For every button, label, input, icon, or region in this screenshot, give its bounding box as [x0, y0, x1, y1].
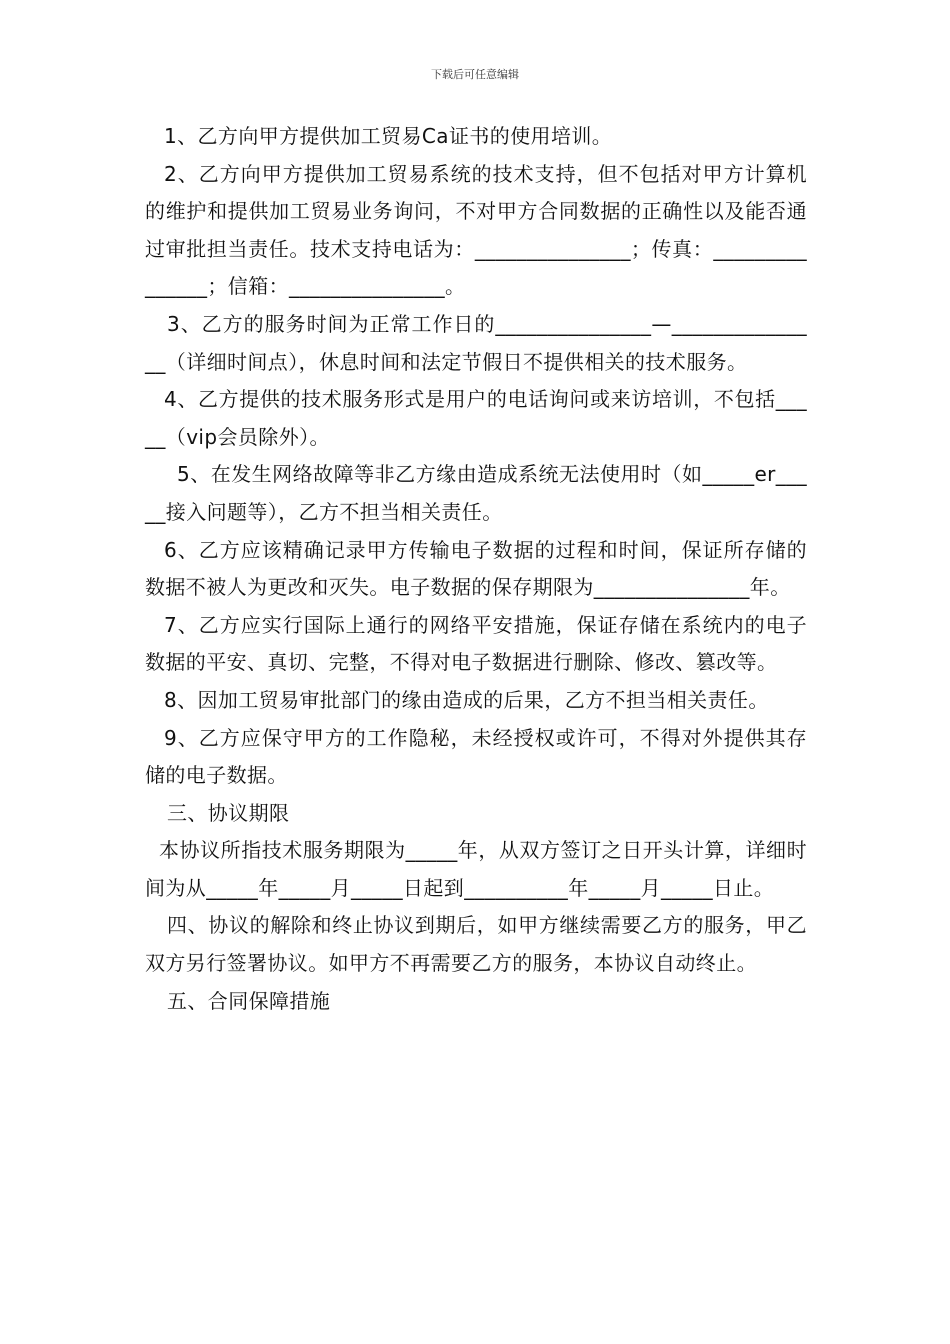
clause-3: 3、乙方的服务时间为正常工作日的_______________—_______________（详细时间点），休息时间和法定节假日不提供相关的技术服务。	[145, 311, 807, 374]
clause-2: 2、乙方向甲方提供加工贸易系统的技术支持，但不包括对甲方计算机的维护和提供加工贸易业务询问，不对甲方合同数据的正确性以及能否通过审批担当责任。技术支持电话为：_______________；传真：_______________；信箱：_______________。	[145, 161, 807, 299]
clause-9: 9、乙方应保守甲方的工作隐秘，未经授权或许可，不得对外提供其存储的电子数据。	[145, 725, 807, 788]
section-heading-5: 五、合同保障措施	[167, 988, 331, 1013]
section-heading-3: 三、协议期限	[167, 800, 290, 825]
clause-7: 7、乙方应实行国际上通行的网络平安措施，保证存储在系统内的电子数据的平安、真切、完整，不得对电子数据进行删除、修改、篡改等。	[145, 612, 807, 675]
clause-6: 6、乙方应该精确记录甲方传输电子数据的过程和时间，保证所存储的数据不被人为更改和灭失。电子数据的保存期限为_______________年。	[145, 537, 807, 600]
clause-4: 4、乙方提供的技术服务形式是用户的电话询问或来访培训，不包括_____（vip会员除外）。	[145, 387, 807, 449]
clause-5: 5、在发生网络故障等非乙方缘由造成系统无法使用时（如_____er_____接入问题等），乙方不担当相关责任。	[145, 462, 807, 524]
page-header: 下载后可任意编辑	[431, 68, 519, 81]
section-heading-4: 四、协议的解除和终止协议到期后，如甲方继续需要乙方的服务，甲乙双方另行签署协议。如甲方不再需要乙方的服务，本协议自动终止。	[145, 913, 807, 976]
clause-8: 8、因加工贸易审批部门的缘由造成的后果，乙方不担当相关责任。	[164, 687, 769, 712]
term-paragraph: 本协议所指技术服务期限为_____年，从双方签订之日开头计算，详细时间为从_____年_____月_____日起到__________年_____月_____日止。	[145, 838, 807, 900]
document-body	[145, 118, 807, 1020]
clause-1: 1、乙方向甲方提供加工贸易Ca证书的使用培训。	[164, 124, 613, 148]
